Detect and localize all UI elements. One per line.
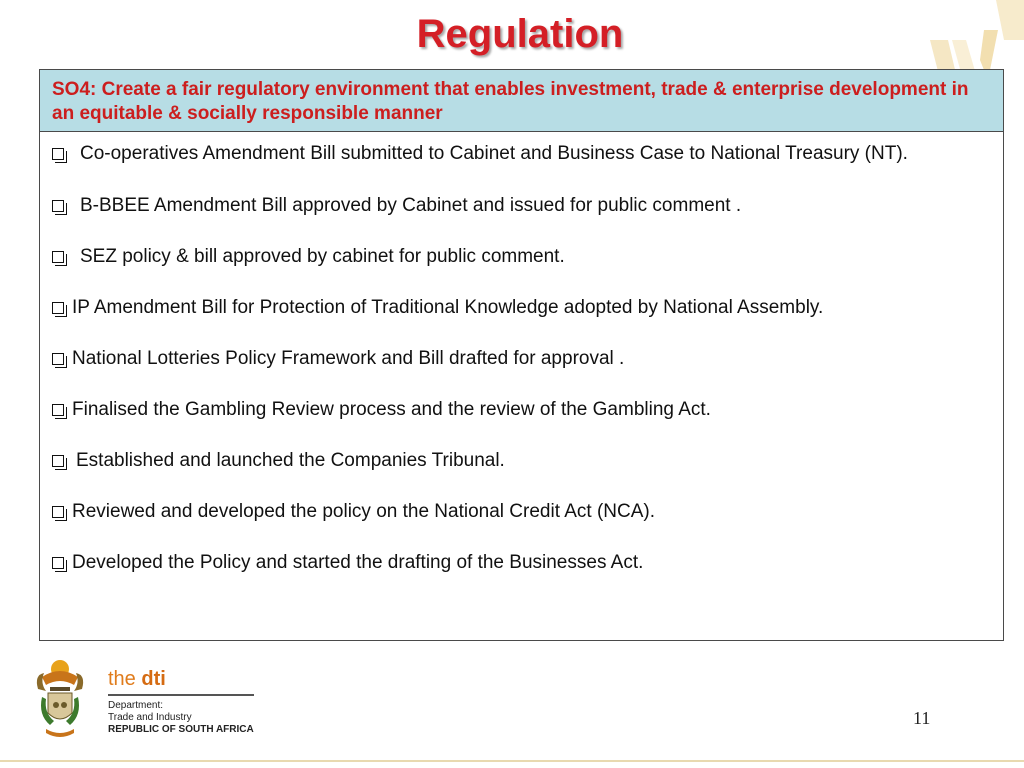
checkbox-bullet-icon bbox=[52, 506, 64, 518]
list-item-text: SEZ policy & bill approved by cabinet for public comment. bbox=[80, 246, 565, 267]
list-item-text: National Lotteries Policy Framework and Bill drafted for approval . bbox=[72, 348, 625, 369]
list-item bbox=[52, 343, 993, 375]
checkbox-bullet-icon bbox=[52, 251, 64, 263]
logo-divider bbox=[108, 694, 254, 696]
list-item-text: IP Amendment Bill for Protection of Traditional Knowledge adopted by National Assembly. bbox=[72, 297, 824, 318]
checkbox-bullet-icon bbox=[52, 455, 64, 467]
checkbox-bullet-icon bbox=[52, 404, 64, 416]
list-item bbox=[52, 445, 993, 477]
page-number: 11 bbox=[913, 708, 931, 728]
wordmark-the: the bbox=[108, 668, 142, 690]
checkbox-bullet-icon bbox=[52, 353, 64, 365]
list-item-text: Co-operatives Amendment Bill submitted to Cabinet and Business Case to National Treasury (NT). bbox=[80, 143, 908, 164]
logo-department-name: Trade and Industry bbox=[108, 711, 192, 723]
checkbox-bullet-icon bbox=[52, 148, 64, 160]
list-item bbox=[52, 241, 993, 273]
list-item bbox=[52, 138, 993, 170]
dti-wordmark bbox=[108, 668, 254, 691]
list-item-text: Developed the Policy and started the drafting of the Businesses Act. bbox=[72, 552, 644, 573]
list-item bbox=[52, 496, 993, 528]
checkbox-bullet-icon bbox=[52, 557, 64, 569]
list-item bbox=[52, 547, 993, 579]
table-body bbox=[40, 132, 1003, 579]
list-item-text: Reviewed and developed the policy on the National Credit Act (NCA). bbox=[72, 501, 655, 522]
wordmark-dti: dti bbox=[141, 668, 166, 690]
list-item-text: Established and launched the Companies Tribunal. bbox=[76, 450, 505, 471]
logo-department-label: Department: bbox=[108, 699, 164, 711]
objective-header: SO4: Create a fair regulatory environment that enables investment, trade & enterprise development in an equitable & socially responsible manner bbox=[40, 70, 1003, 132]
coat-of-arms-icon bbox=[30, 655, 90, 741]
bottom-divider bbox=[0, 760, 1024, 762]
logo-country: REPUBLIC OF SOUTH AFRICA bbox=[108, 723, 254, 735]
checkbox-bullet-icon bbox=[52, 200, 64, 212]
slide-title: Regulation bbox=[416, 12, 624, 56]
list-item bbox=[52, 394, 993, 426]
list-item-text: Finalised the Gambling Review process and the review of the Gambling Act. bbox=[72, 399, 711, 420]
dti-logo bbox=[108, 668, 254, 736]
list-item bbox=[52, 292, 993, 324]
list-item-text: B-BBEE Amendment Bill approved by Cabinet and issued for public comment . bbox=[80, 195, 742, 216]
content-table bbox=[39, 69, 1004, 641]
checkbox-bullet-icon bbox=[52, 302, 64, 314]
list-item bbox=[52, 190, 993, 222]
